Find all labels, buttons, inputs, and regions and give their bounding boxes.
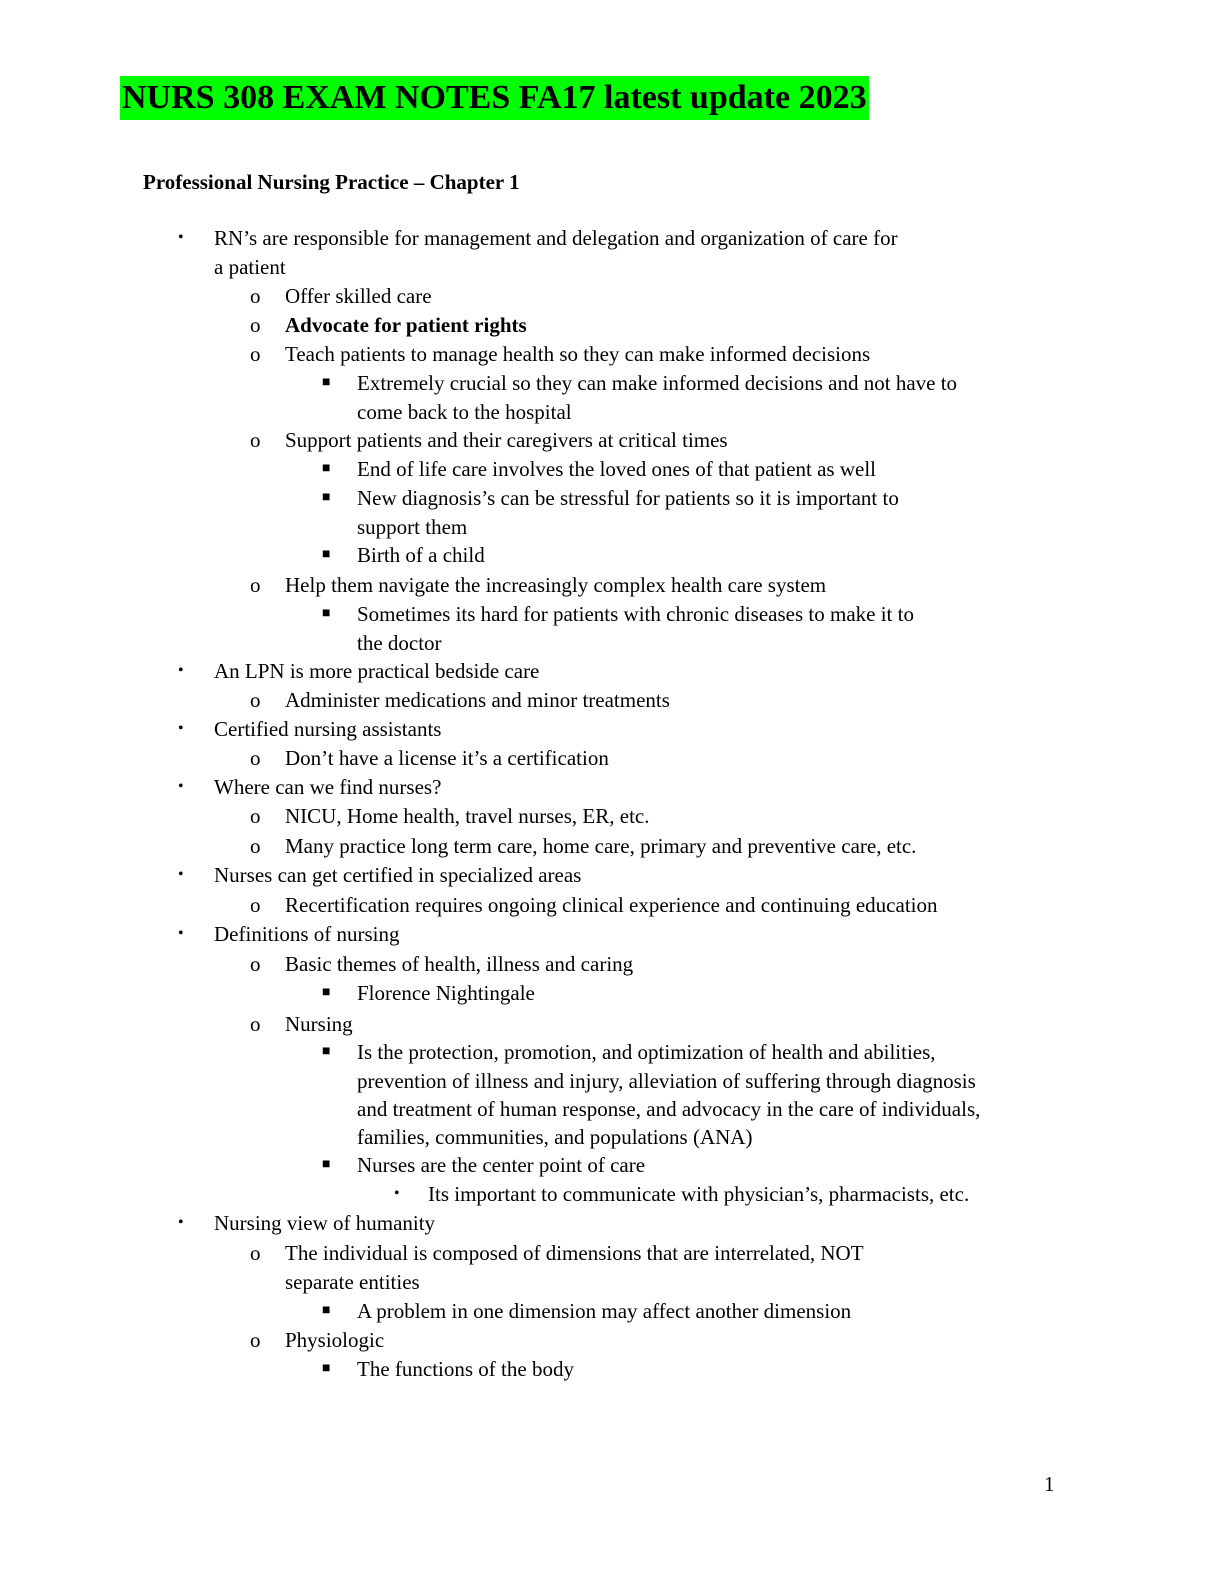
bullet-marker-level-1: •: [178, 1214, 184, 1231]
list-item-continuation: support them: [357, 515, 468, 539]
bullet-marker-level-3: ■: [322, 375, 331, 390]
bullet-marker-level-2: o: [250, 1012, 261, 1036]
bullet-marker-level-2: o: [250, 1241, 261, 1265]
list-item-continuation: families, communities, and populations (ANA): [357, 1125, 753, 1149]
list-item: Help them navigate the increasingly complex health care system: [285, 573, 827, 597]
list-item: Extremely crucial so they can make informed decisions and not have to: [357, 371, 958, 395]
list-item: Certified nursing assistants: [214, 717, 442, 741]
list-item: A problem in one dimension may affect another dimension: [357, 1299, 852, 1323]
bullet-marker-level-1: •: [178, 662, 184, 679]
bullet-marker-level-2: o: [250, 893, 261, 917]
list-item: Florence Nightingale: [357, 981, 535, 1005]
document-title: NURS 308 EXAM NOTES FA17 latest update 2023: [120, 76, 869, 120]
list-item: Support patients and their caregivers at critical times: [285, 428, 728, 452]
list-item: Nursing: [285, 1012, 353, 1036]
list-item: Sometimes its hard for patients with chronic diseases to make it to: [357, 602, 914, 626]
list-item-continuation: prevention of illness and injury, alleviation of suffering through diagnosis: [357, 1069, 976, 1093]
list-item: Its important to communicate with physician’s, pharmacists, etc.: [428, 1182, 970, 1206]
list-item: Nurses can get certified in specialized areas: [214, 863, 582, 887]
list-item: Offer skilled care: [285, 284, 432, 308]
bullet-marker-level-1: •: [178, 229, 184, 246]
bullet-marker-level-1: •: [178, 925, 184, 942]
bullet-marker-level-3: ■: [322, 461, 331, 476]
bullet-marker-level-2: o: [250, 1328, 261, 1352]
list-item: Basic themes of health, illness and caring: [285, 952, 634, 976]
bullet-marker-level-3: ■: [322, 1044, 331, 1059]
list-item: The functions of the body: [357, 1357, 574, 1381]
list-item: Teach patients to manage health so they can make informed decisions: [285, 342, 871, 366]
bullet-marker-level-2: o: [250, 834, 261, 858]
list-item-continuation: the doctor: [357, 631, 442, 655]
list-item-continuation: come back to the hospital: [357, 400, 572, 424]
bullet-marker-level-3: ■: [322, 985, 331, 1000]
list-item: Many practice long term care, home care, primary and preventive care, etc.: [285, 834, 917, 858]
list-item: Physiologic: [285, 1328, 385, 1352]
list-item: Where can we find nurses?: [214, 775, 442, 799]
list-item: Definitions of nursing: [214, 922, 400, 946]
bullet-marker-level-3: ■: [322, 547, 331, 562]
bullet-marker-level-3: ■: [322, 1157, 331, 1172]
bullet-marker-level-1: •: [178, 866, 184, 883]
bullet-marker-level-2: o: [250, 746, 261, 770]
list-item-continuation: and treatment of human response, and advocacy in the care of individuals,: [357, 1097, 981, 1121]
bullet-marker-level-2: o: [250, 573, 261, 597]
bullet-marker-level-3: ■: [322, 1361, 331, 1376]
bullet-marker-level-3: ■: [322, 606, 331, 621]
list-item: NICU, Home health, travel nurses, ER, etc.: [285, 804, 650, 828]
bullet-marker-level-2: o: [250, 342, 261, 366]
bullet-marker-level-1: •: [178, 720, 184, 737]
bullet-marker-level-3: ■: [322, 490, 331, 505]
page-number: 1: [1044, 1472, 1055, 1496]
list-item: The individual is composed of dimensions that are interrelated, NOT: [285, 1241, 864, 1265]
bullet-marker-level-2: o: [250, 313, 261, 337]
list-item: Nursing view of humanity: [214, 1211, 436, 1235]
list-item: Is the protection, promotion, and optimization of health and abilities,: [357, 1040, 936, 1064]
list-item: Birth of a child: [357, 543, 485, 567]
list-item: An LPN is more practical bedside care: [214, 659, 540, 683]
list-item: Advocate for patient rights: [285, 313, 527, 337]
list-item: End of life care involves the loved ones of that patient as well: [357, 457, 877, 481]
bullet-marker-level-1: •: [178, 778, 184, 795]
list-item-continuation: a patient: [214, 255, 286, 279]
bullet-marker-level-4: •: [394, 1185, 400, 1202]
list-item: RN’s are responsible for management and delegation and organization of care for: [214, 226, 898, 250]
bullet-marker-level-2: o: [250, 804, 261, 828]
bullet-marker-level-3: ■: [322, 1303, 331, 1318]
list-item: Nurses are the center point of care: [357, 1153, 646, 1177]
bullet-marker-level-2: o: [250, 952, 261, 976]
bullet-marker-level-2: o: [250, 428, 261, 452]
list-item-continuation: separate entities: [285, 1270, 420, 1294]
list-item: New diagnosis’s can be stressful for patients so it is important to: [357, 486, 899, 510]
list-item: Recertification requires ongoing clinical experience and continuing education: [285, 893, 938, 917]
list-item: Don’t have a license it’s a certification: [285, 746, 609, 770]
section-heading: Professional Nursing Practice – Chapter 1: [143, 170, 520, 194]
bullet-marker-level-2: o: [250, 284, 261, 308]
list-item: Administer medications and minor treatments: [285, 688, 670, 712]
bullet-marker-level-2: o: [250, 688, 261, 712]
